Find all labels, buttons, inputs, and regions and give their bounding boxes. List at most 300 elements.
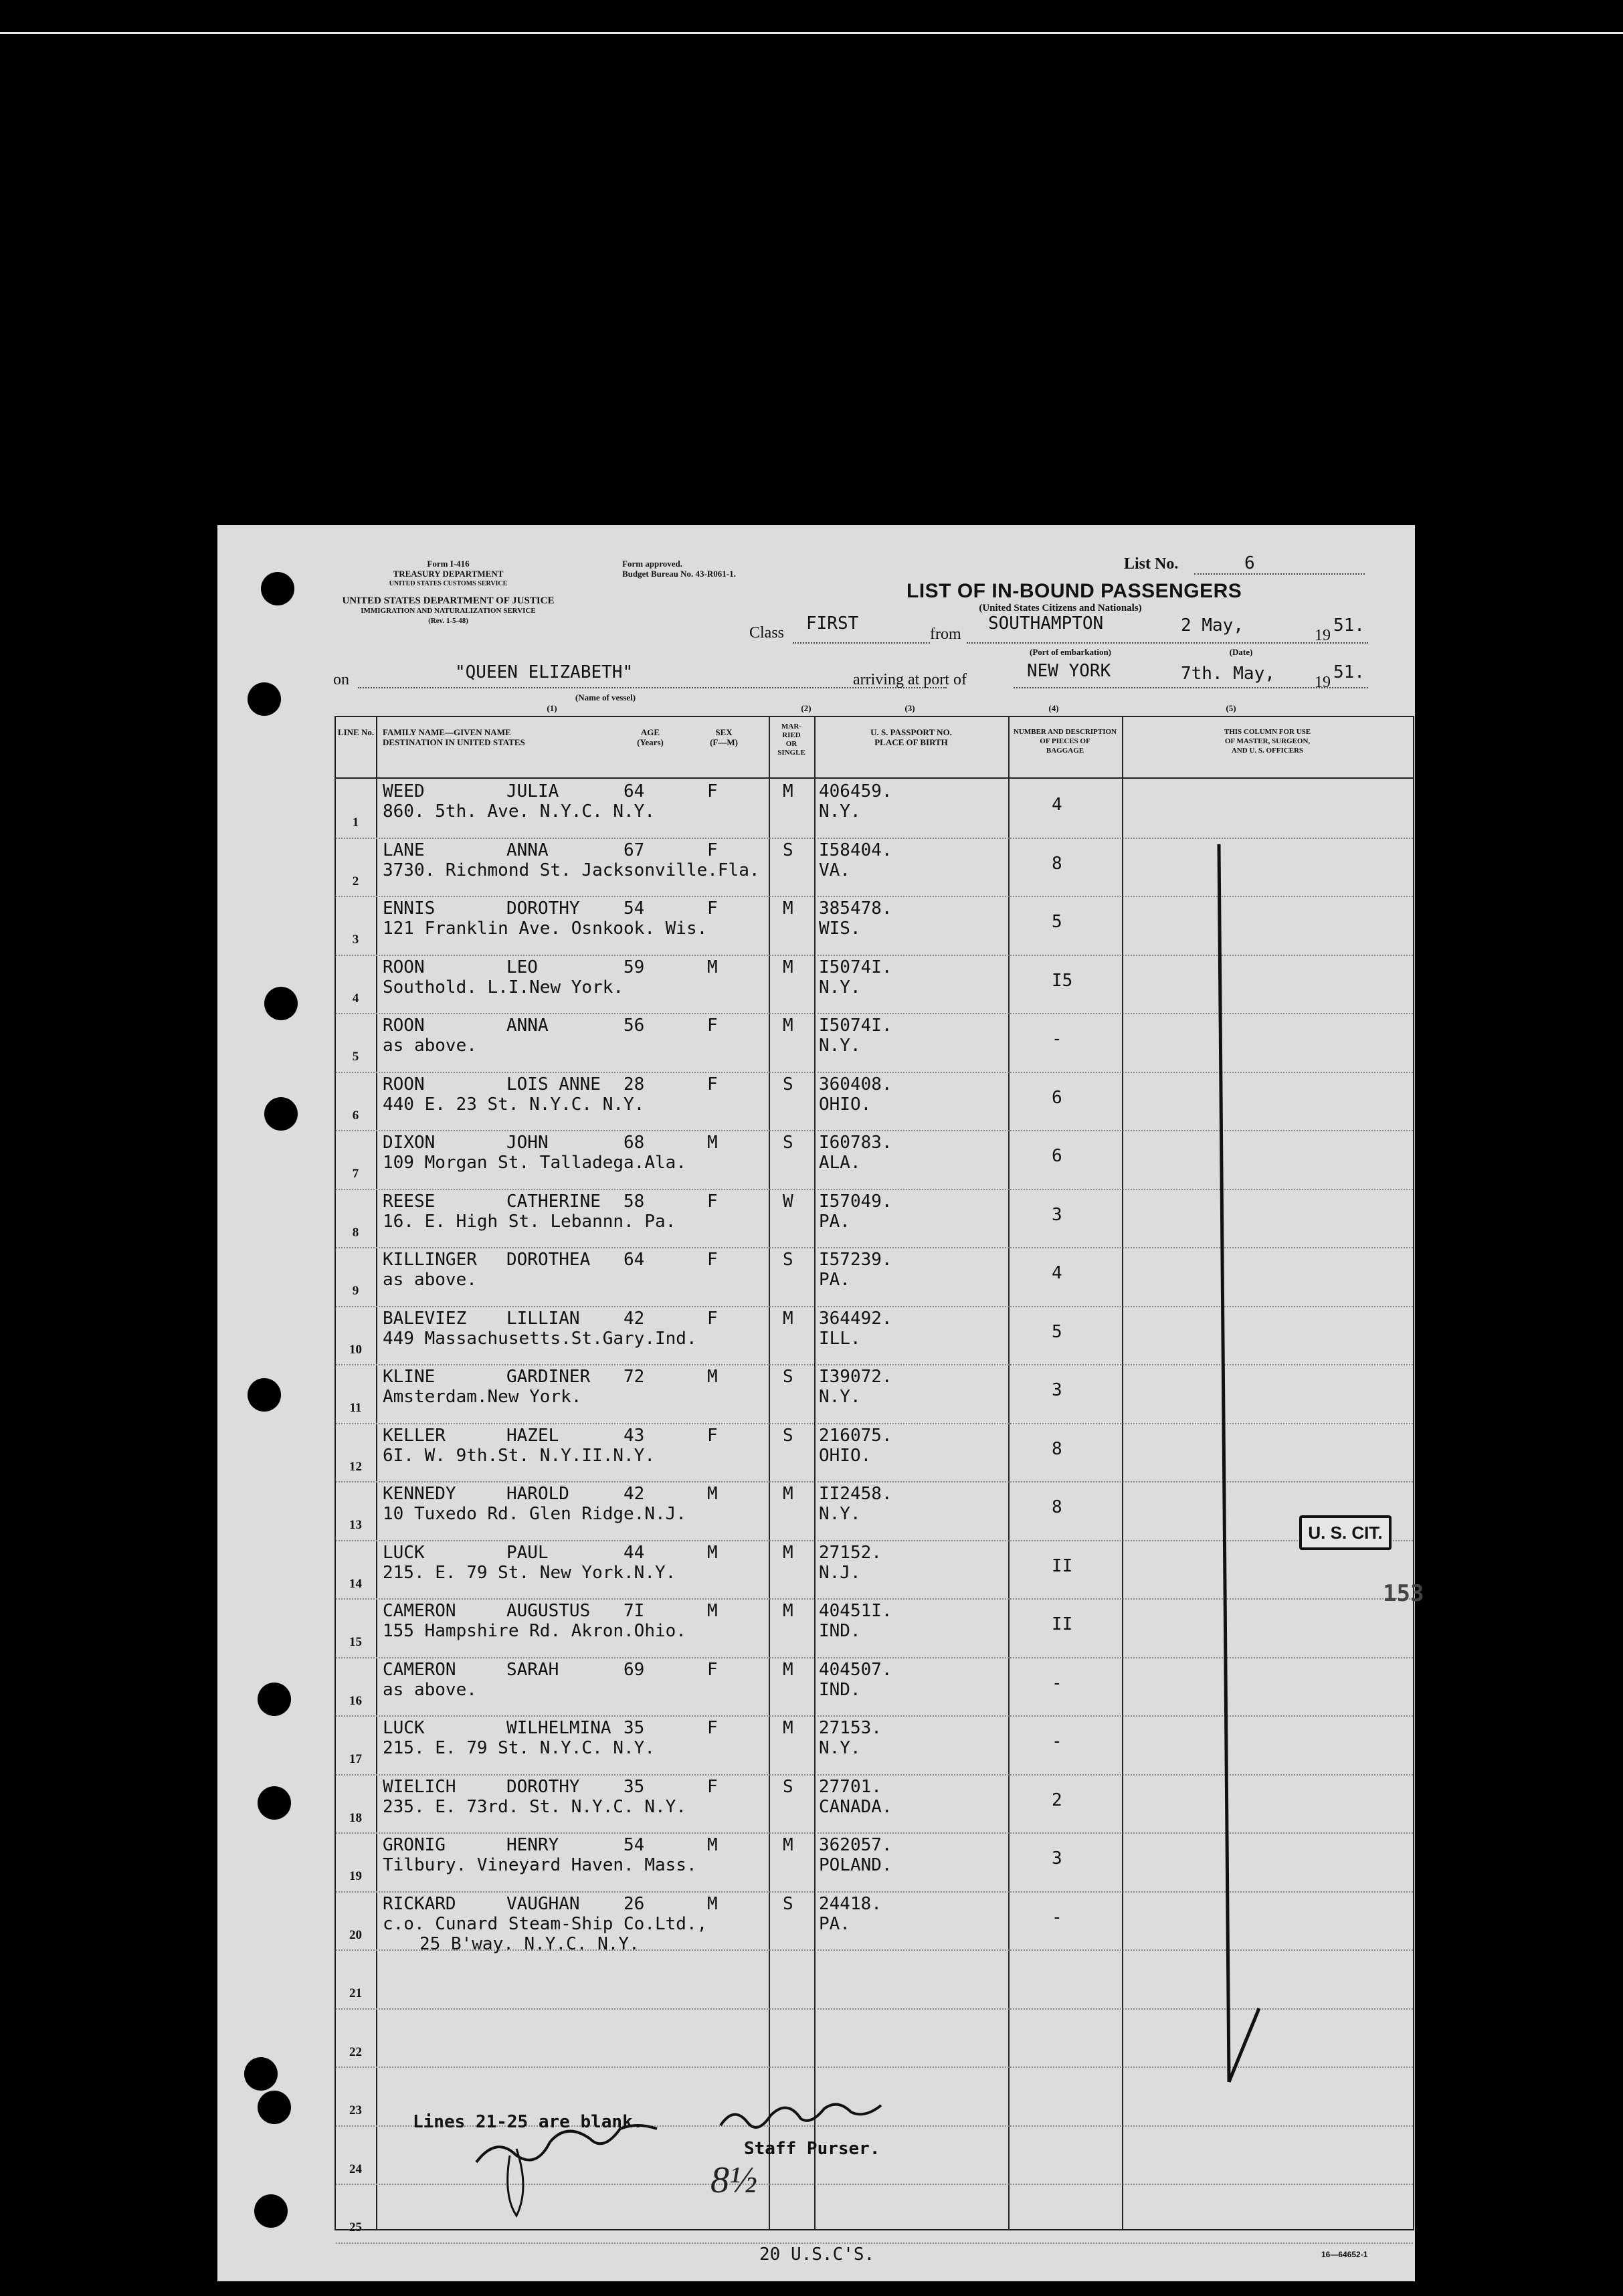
family-name: WEED	[383, 781, 425, 801]
baggage-count: 2	[1052, 1790, 1062, 1810]
embarkation-date: 2 May,	[1181, 615, 1244, 636]
family-name: WIELICH	[383, 1776, 456, 1797]
row-divider	[336, 2184, 1413, 2185]
family-name: LUCK	[383, 1718, 425, 1738]
top-rule	[0, 32, 1623, 34]
given-name: VAUGHAN	[506, 1893, 580, 1914]
row-divider	[336, 1832, 1413, 1834]
line-number: 8	[352, 1225, 359, 1240]
row-divider	[336, 896, 1413, 897]
family-name: KENNEDY	[383, 1484, 456, 1504]
age: 35	[624, 1776, 645, 1797]
marital-status: S	[783, 1893, 793, 1914]
row-divider	[336, 1306, 1413, 1307]
treasury-dept: TREASURY DEPARTMENT	[393, 569, 504, 579]
place-of-birth: N.Y.	[819, 1387, 861, 1407]
sex: F	[707, 781, 718, 801]
sex: M	[707, 1367, 718, 1387]
arriving-label: arriving at port of	[853, 671, 967, 688]
age: 67	[624, 840, 645, 860]
marital-status: M	[783, 957, 793, 977]
marital-status: S	[783, 1425, 793, 1446]
marital-status: M	[783, 1835, 793, 1855]
age: 35	[624, 1718, 645, 1738]
baggage-count: 8	[1052, 853, 1062, 874]
line-number: 1	[352, 816, 359, 830]
row-divider	[336, 1364, 1413, 1365]
staff-purser-title: Staff Purser.	[744, 2139, 880, 2159]
given-name: WILHELMINA	[506, 1718, 611, 1738]
marital-status: W	[783, 1191, 793, 1212]
family-name: GRONIG	[383, 1835, 446, 1855]
line-number: 25	[349, 2220, 362, 2234]
baggage-count: 5	[1052, 1321, 1062, 1342]
line-number: 24	[349, 2162, 362, 2176]
column-number: (5)	[1226, 703, 1236, 713]
place-of-birth: OHIO.	[819, 1094, 872, 1115]
arrival-port: NEW YORK	[1027, 661, 1111, 681]
passport-number: 216075.	[819, 1425, 892, 1446]
us-citizen-stamp: U. S. CIT.	[1299, 1515, 1392, 1550]
embarkation-year-prefix: 19	[1315, 627, 1331, 644]
given-name: SARAH	[506, 1659, 559, 1680]
class-value: FIRST	[806, 613, 859, 634]
sex: M	[707, 1835, 718, 1855]
age: 28	[624, 1074, 645, 1094]
sex: F	[707, 1425, 718, 1446]
passport-number: I5074I.	[819, 957, 892, 977]
baggage-count: -	[1052, 1907, 1062, 1927]
customs-service: UNITED STATES CUSTOMS SERVICE	[389, 580, 508, 587]
port-caption: (Port of embarkation)	[1029, 647, 1112, 657]
punch-hole	[264, 1097, 298, 1131]
ins-service: IMMIGRATION AND NATURALIZATION SERVICE	[361, 607, 536, 615]
row-divider	[336, 1774, 1413, 1776]
destination: c.o. Cunard Steam-Ship Co.Ltd.,	[383, 1913, 708, 1934]
row-divider	[336, 1189, 1413, 1190]
line-number: 2	[352, 874, 359, 888]
column-number: (1)	[547, 703, 557, 713]
age: 59	[624, 957, 645, 977]
baggage-count: 3	[1052, 1204, 1062, 1225]
line-number: 9	[352, 1284, 359, 1298]
sex: F	[707, 1074, 718, 1094]
baggage-count: 3	[1052, 1380, 1062, 1400]
family-name: ROON	[383, 1074, 425, 1094]
passport-number: 27701.	[819, 1776, 882, 1797]
baggage-count: 8	[1052, 1438, 1062, 1459]
destination: as above.	[383, 1270, 477, 1290]
given-name: HENRY	[506, 1835, 559, 1855]
given-name: HAZEL	[506, 1425, 559, 1446]
footer-note: 20 U.S.C'S.	[759, 2244, 875, 2265]
given-name: AUGUSTUS	[506, 1601, 591, 1621]
baggage-count: I5	[1052, 970, 1073, 991]
family-name: BALEVIEZ	[383, 1308, 467, 1329]
line-number: 19	[349, 1869, 362, 1883]
baggage-count: -	[1052, 1672, 1062, 1693]
sex: F	[707, 1718, 718, 1738]
given-name: JOHN	[506, 1133, 549, 1153]
age: 44	[624, 1542, 645, 1563]
punch-hole	[261, 572, 294, 605]
destination: 215. E. 79 St. N.Y.C. N.Y.	[383, 1738, 655, 1758]
row-divider	[336, 1423, 1413, 1424]
place-of-birth: PA.	[819, 1211, 850, 1232]
line-number: 4	[352, 991, 359, 1006]
vessel-name: "QUEEN ELIZABETH"	[455, 662, 634, 682]
passport-number: II2458.	[819, 1484, 892, 1504]
column-number: (2)	[801, 703, 812, 713]
sex: M	[707, 1542, 718, 1563]
marital-status: M	[783, 1308, 793, 1329]
passport-number: 40451I.	[819, 1601, 892, 1621]
marital-status: S	[783, 1367, 793, 1387]
punch-hole	[248, 682, 281, 716]
row-divider	[336, 1013, 1413, 1014]
punch-hole	[258, 1683, 291, 1716]
destination: 10 Tuxedo Rd. Glen Ridge.N.J.	[383, 1504, 686, 1524]
row-divider	[336, 1130, 1413, 1131]
family-name: CAMERON	[383, 1601, 456, 1621]
column-divider	[376, 717, 377, 2229]
budget-bureau: Budget Bureau No. 43-R061-1.	[622, 569, 736, 579]
age: 64	[624, 781, 645, 801]
given-name: PAUL	[506, 1542, 549, 1563]
sex: F	[707, 1191, 718, 1212]
sex: F	[707, 1308, 718, 1329]
marital-status: S	[783, 1776, 793, 1797]
arrival-year: 51.	[1333, 662, 1365, 682]
punch-hole	[264, 987, 298, 1020]
destination: Amsterdam.New York.	[383, 1387, 582, 1407]
sex: M	[707, 1601, 718, 1621]
col-header-passport: U. S. PASSPORT NO. PLACE OF BIRTH	[870, 727, 952, 747]
given-name: HAROLD	[506, 1484, 569, 1504]
punch-hole	[258, 2091, 291, 2124]
line-number: 7	[352, 1167, 359, 1181]
passport-number: I57049.	[819, 1191, 892, 1212]
age: 54	[624, 1835, 645, 1855]
given-name: GARDINER	[506, 1367, 591, 1387]
destination: Southold. L.I.New York.	[383, 977, 624, 997]
column-number: (4)	[1048, 703, 1059, 713]
place-of-birth: N.Y.	[819, 1504, 861, 1524]
class-line	[793, 642, 930, 644]
column-divider	[769, 717, 770, 2229]
punch-hole	[248, 1378, 281, 1412]
age: 72	[624, 1367, 645, 1387]
passport-number: 404507.	[819, 1659, 892, 1680]
justice-dept: UNITED STATES DEPARTMENT OF JUSTICE	[342, 595, 555, 606]
arrival-date: 7th. May,	[1181, 664, 1275, 684]
age: 69	[624, 1659, 645, 1680]
family-name: REESE	[383, 1191, 436, 1212]
col-header-officers: THIS COLUMN FOR USE OF MASTER, SURGEON, AND U. S. OFFICERS	[1224, 728, 1311, 755]
marital-status: M	[783, 1484, 793, 1504]
col-header-age: AGE (Years)	[637, 727, 664, 747]
place-of-birth: PA.	[819, 1913, 850, 1934]
row-divider	[336, 1891, 1413, 1893]
row-divider	[336, 838, 1413, 839]
line-number: 5	[352, 1050, 359, 1064]
revision: (Rev. 1-5-48)	[428, 617, 468, 625]
age: 58	[624, 1191, 645, 1212]
line-number: 10	[349, 1342, 362, 1357]
column-number: (3)	[904, 703, 915, 713]
line-number: 15	[349, 1635, 362, 1649]
class-label: Class	[749, 624, 785, 642]
place-of-birth: IND.	[819, 1679, 861, 1700]
destination: 449 Massachusetts.St.Gary.Ind.	[383, 1328, 697, 1349]
row-divider	[336, 1657, 1413, 1658]
row-divider	[336, 1715, 1413, 1717]
passport-number: 27153.	[819, 1718, 882, 1738]
marital-status: M	[783, 1601, 793, 1621]
column-divider	[1122, 717, 1123, 2229]
list-no-value: 6	[1244, 553, 1255, 573]
row-divider	[336, 1247, 1413, 1248]
embarkation-year: 51.	[1333, 615, 1365, 636]
column-divider	[1008, 717, 1010, 2229]
sex: M	[707, 1484, 718, 1504]
line-number: 23	[349, 2103, 362, 2117]
passport-number: I58404.	[819, 840, 892, 860]
given-name: DOROTHY	[506, 1776, 580, 1797]
passport-number: I39072.	[819, 1367, 892, 1387]
place-of-birth: N.Y.	[819, 1036, 861, 1056]
passport-number: 362057.	[819, 1835, 892, 1855]
age: 42	[624, 1308, 645, 1329]
line-number: 6	[352, 1108, 359, 1123]
place-of-birth: OHIO.	[819, 1445, 872, 1466]
line-number: 17	[349, 1752, 362, 1766]
line-number: 21	[349, 1986, 362, 2000]
age: 64	[624, 1250, 645, 1270]
baggage-count: 3	[1052, 1848, 1062, 1869]
line-number: 22	[349, 2044, 362, 2059]
given-name: LEO	[506, 957, 538, 977]
destination: 440 E. 23 St. N.Y.C. N.Y.	[383, 1094, 645, 1115]
from-line	[967, 642, 1368, 644]
destination: as above.	[383, 1679, 477, 1700]
passport-number: I60783.	[819, 1133, 892, 1153]
destination: Tilbury. Vineyard Haven. Mass.	[383, 1855, 697, 1875]
passport-number: 385478.	[819, 898, 892, 919]
manifest-table	[335, 716, 1424, 2234]
given-name: DOROTHEA	[506, 1250, 591, 1270]
line-number: 18	[349, 1810, 362, 1825]
passport-number: 406459.	[819, 781, 892, 801]
age: 26	[624, 1893, 645, 1914]
form-subtitle: (United States Citizens and Nationals)	[979, 603, 1142, 613]
baggage-count: -	[1052, 1731, 1062, 1751]
given-name: DOROTHY	[506, 898, 580, 919]
age: 42	[624, 1484, 645, 1504]
line-number: 20	[349, 1927, 362, 1942]
line-number: 12	[349, 1459, 362, 1474]
place-of-birth: POLAND.	[819, 1855, 892, 1875]
sex: F	[707, 1659, 718, 1680]
passport-number: 27152.	[819, 1542, 882, 1563]
passport-number: I57239.	[819, 1250, 892, 1270]
marital-status: S	[783, 1133, 793, 1153]
from-label: from	[930, 626, 961, 643]
col-header-name: FAMILY NAME—GIVEN NAME DESTINATION IN UNITED STATES	[383, 727, 525, 747]
marital-status: S	[783, 840, 793, 860]
marital-status: M	[783, 1659, 793, 1680]
sex: F	[707, 1250, 718, 1270]
form-id: Form I-416	[427, 559, 470, 569]
destination: 3730. Richmond St. Jacksonville.Fla.	[383, 860, 760, 880]
line-number: 13	[349, 1518, 362, 1532]
form-title: LIST OF IN-BOUND PASSENGERS	[906, 580, 1242, 602]
annotation-number: 153	[1383, 1580, 1424, 1607]
baggage-count: II	[1052, 1555, 1073, 1576]
baggage-count: 6	[1052, 1087, 1062, 1108]
list-no-label: List No.	[1124, 555, 1179, 573]
age: 56	[624, 1016, 645, 1036]
row-divider	[336, 1598, 1413, 1600]
family-name: KELLER	[383, 1425, 446, 1446]
row-divider	[336, 955, 1413, 956]
marital-status: S	[783, 1250, 793, 1270]
family-name: LUCK	[383, 1542, 425, 1563]
passport-number: 360408.	[819, 1074, 892, 1094]
form-approved: Form approved.	[622, 559, 683, 569]
destination: 16. E. High St. Lebannn. Pa.	[383, 1211, 676, 1232]
place-of-birth: VA.	[819, 860, 850, 880]
line-number: 3	[352, 933, 359, 947]
sex: M	[707, 1133, 718, 1153]
given-name: ANNA	[506, 1016, 549, 1036]
row-divider	[336, 1481, 1413, 1482]
age: 68	[624, 1133, 645, 1153]
place-of-birth: N.Y.	[819, 1738, 861, 1758]
destination: 109 Morgan St. Talladega.Ala.	[383, 1153, 686, 1173]
place-of-birth: N.Y.	[819, 977, 861, 997]
punch-hole	[258, 1786, 291, 1820]
sex: F	[707, 840, 718, 860]
destination-line-2: 25 B'way. N.Y.C. N.Y.	[419, 1933, 640, 1954]
col-header-line: LINE No.	[337, 727, 375, 737]
destination: 6I. W. 9th.St. N.Y.II.N.Y.	[383, 1445, 655, 1466]
on-label: on	[333, 671, 349, 688]
family-name: RICKARD	[383, 1893, 456, 1914]
family-name: CAMERON	[383, 1659, 456, 1680]
age: 7I	[624, 1601, 645, 1621]
list-no-line	[1194, 573, 1365, 575]
marital-status: M	[783, 898, 793, 919]
passport-number: 24418.	[819, 1893, 882, 1914]
family-name: DIXON	[383, 1133, 436, 1153]
column-divider	[814, 717, 816, 2229]
line-number: 11	[349, 1401, 362, 1415]
given-name: LILLIAN	[506, 1308, 580, 1329]
row-divider	[336, 1072, 1413, 1073]
sex: F	[707, 1016, 718, 1036]
print-code: 16—64652-1	[1321, 2250, 1368, 2259]
family-name: ROON	[383, 1016, 425, 1036]
destination: 860. 5th. Ave. N.Y.C. N.Y.	[383, 801, 655, 822]
place-of-birth: N.J.	[819, 1562, 861, 1583]
marital-status: M	[783, 1718, 793, 1738]
given-name: JULIA	[506, 781, 559, 801]
row-divider	[336, 2067, 1413, 2068]
passport-number: I5074I.	[819, 1016, 892, 1036]
baggage-count: 4	[1052, 795, 1062, 815]
marital-status: S	[783, 1074, 793, 1094]
row-divider	[336, 2008, 1413, 2010]
header-rule	[336, 777, 1413, 779]
port-of-embarkation: SOUTHAMPTON	[988, 613, 1104, 634]
col-header-married: MAR- RIED OR SINGLE	[777, 723, 805, 757]
place-of-birth: WIS.	[819, 919, 861, 939]
baggage-count: 5	[1052, 912, 1062, 932]
place-of-birth: N.Y.	[819, 801, 861, 822]
destination: as above.	[383, 1036, 477, 1056]
place-of-birth: CANADA.	[819, 1796, 892, 1817]
baggage-count: 6	[1052, 1146, 1062, 1166]
family-name: KLINE	[383, 1367, 436, 1387]
passport-number: 364492.	[819, 1308, 892, 1329]
baggage-count: 4	[1052, 1263, 1062, 1283]
marital-status: M	[783, 1542, 793, 1563]
arrival-year-prefix: 19	[1315, 674, 1331, 691]
family-name: KILLINGER	[383, 1250, 477, 1270]
destination: 155 Hampshire Rd. Akron.Ohio.	[383, 1621, 686, 1641]
baggage-count: 8	[1052, 1497, 1062, 1517]
row-divider	[336, 1540, 1413, 1541]
age: 43	[624, 1425, 645, 1446]
sex: M	[707, 1893, 718, 1914]
punch-hole	[244, 2057, 278, 2091]
svg-text:8½: 8½	[710, 2160, 757, 2201]
baggage-count: II	[1052, 1614, 1073, 1634]
destination: 121 Franklin Ave. Osnkook. Wis.	[383, 919, 708, 939]
family-name: ENNIS	[383, 898, 436, 919]
given-name: LOIS ANNE	[506, 1074, 601, 1094]
passenger-manifest-page	[217, 525, 1424, 2281]
blank-lines-note: Lines 21-25 are blank.	[413, 2112, 644, 2132]
baggage-count: -	[1052, 1029, 1062, 1049]
punch-hole	[254, 2194, 288, 2228]
col-header-baggage: NUMBER AND DESCRIPTION OF PIECES OF BAGGAGE	[1013, 728, 1117, 755]
col-header-sex: SEX (F—M)	[710, 727, 738, 747]
given-name: CATHERINE	[506, 1191, 601, 1212]
family-name: ROON	[383, 957, 425, 977]
place-of-birth: PA.	[819, 1270, 850, 1290]
destination: 235. E. 73rd. St. N.Y.C. N.Y.	[383, 1796, 686, 1817]
place-of-birth: ALA.	[819, 1153, 861, 1173]
row-divider	[336, 2242, 1413, 2244]
sex: F	[707, 898, 718, 919]
age: 54	[624, 898, 645, 919]
handwritten-signatures	[336, 717, 1413, 2229]
sex: F	[707, 1776, 718, 1797]
place-of-birth: ILL.	[819, 1328, 861, 1349]
marital-status: M	[783, 781, 793, 801]
date-caption: (Date)	[1229, 647, 1253, 657]
family-name: LANE	[383, 840, 425, 860]
line-number: 14	[349, 1576, 362, 1591]
line-number: 16	[349, 1693, 362, 1708]
vessel-caption: (Name of vessel)	[575, 692, 636, 702]
marital-status: M	[783, 1016, 793, 1036]
given-name: ANNA	[506, 840, 549, 860]
destination: 215. E. 79 St. New York.N.Y.	[383, 1562, 676, 1583]
sex: M	[707, 957, 718, 977]
